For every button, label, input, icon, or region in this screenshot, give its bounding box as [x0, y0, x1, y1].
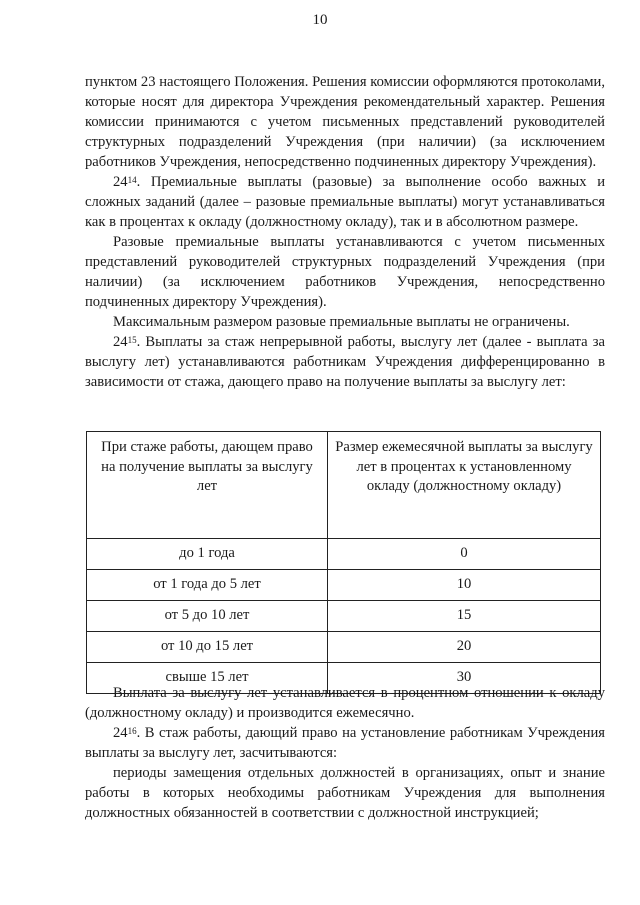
table-header-experience: При стаже работы, дающем право на получение выплаты за выслугу лет: [87, 432, 328, 539]
clause-number: $24^{16}$: [113, 725, 137, 741]
paragraph-one-time-bonus-conditions: Разовые премиальные выплаты устанавливаются с учетом письменных представлений руководителей структурных подразделений Учреждения (при наличии) (за исключением работников Учреждения, непосредственно подчиненных директору Учреждения).: [85, 234, 605, 310]
paragraph-committee-decisions: пунктом 23 настоящего Положения. Решения комиссии оформляются протоколами, которые носят для директора Учреждения рекомендательный характер. Решения комиссии принимаются с учетом письменных представлений руководителей структурных подразделений Учреждения (при наличии) (за исключением работников Учреждения, непосредственно подчиненных директору Учреждения).: [85, 74, 605, 170]
clause-number: $24^{14}$: [113, 174, 137, 190]
table-cell-percent: 10: [328, 570, 601, 601]
paragraph-24-15: $24^{15}$. Выплаты за стаж непрерывной работы, выслугу лет (далее - выплата за выслугу лет) устанавливаются работникам Учреждения дифференцированно в зависимости от стажа, дающего право на получение выплаты за выслугу лет:: [85, 334, 605, 390]
table-cell-experience: свыше 15 лет: [87, 663, 328, 694]
text-block-bottom: [85, 683, 605, 823]
table-row: [87, 570, 601, 601]
page-number: 10: [312, 12, 328, 28]
table-cell-experience: от 5 до 10 лет: [87, 601, 328, 632]
seniority-payment-table: [86, 431, 601, 694]
paragraph-bonus-limit: Максимальным размером разовые премиальные выплаты не ограничены.: [113, 314, 570, 330]
paragraph-24-16: $24^{16}$. В стаж работы, дающий право на установление работникам Учреждения выплаты за выслугу лет, засчитываются:: [85, 725, 605, 761]
paragraph-24-14: $24^{14}$. Премиальные выплаты (разовые) за выполнение особо важных и сложных заданий (далее – разовые премиальные выплаты) могут устанавливаться как в процентах к окладу (должностному окладу), так и в абсолютном размере.: [85, 174, 605, 230]
table-cell-experience: до 1 года: [87, 539, 328, 570]
table-cell-experience: от 1 года до 5 лет: [87, 570, 328, 601]
table-cell-percent: 20: [328, 632, 601, 663]
table-header-row: [87, 432, 601, 539]
table-row: [87, 601, 601, 632]
table-cell-percent: 30: [328, 663, 601, 694]
table-row: [87, 632, 601, 663]
table-row: [87, 539, 601, 570]
table-cell-experience: от 10 до 15 лет: [87, 632, 328, 663]
paragraph-position-periods: периоды замещения отдельных должностей в организациях, опыт и знание работы в которых необходимы работникам Учреждения для выполнения должностных обязанностей в соответствии с должностной инструкцией;: [85, 765, 605, 821]
text-block-top: [85, 72, 605, 392]
table-cell-percent: 15: [328, 601, 601, 632]
table-header-payment-size: Размер ежемесячной выплаты за выслугу лет в процентах к установленному окладу (должностному окладу): [328, 432, 601, 539]
paragraph-monthly-payment: Выплата за выслугу лет устанавливается в процентном отношении к окладу (должностному окладу) и производится ежемесячно.: [85, 685, 605, 721]
table-cell-percent: 0: [328, 539, 601, 570]
clause-number: $24^{15}$: [113, 334, 137, 350]
